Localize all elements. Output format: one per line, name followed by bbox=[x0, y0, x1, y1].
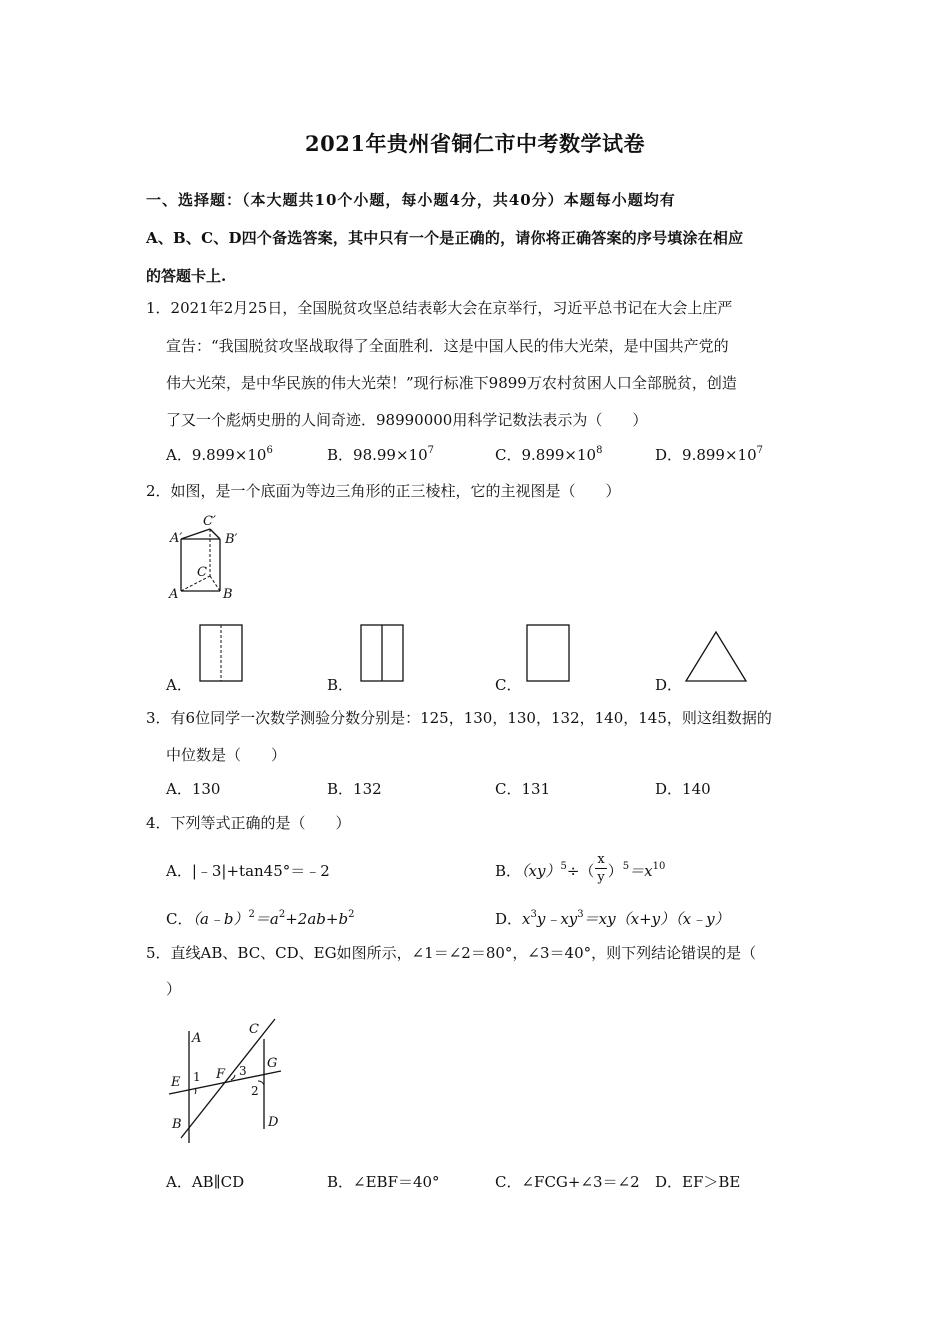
label-b: B bbox=[172, 1117, 182, 1132]
label-angle-3: 3 bbox=[239, 1064, 247, 1078]
q1-line3: 伟大光荣，是中华民族的伟大光荣！”现行标准下9899万农村贫困人口全部脱贫，创造 bbox=[166, 374, 737, 392]
label-a-prime: A′ bbox=[170, 531, 183, 546]
fraction-denominator: y bbox=[597, 870, 605, 885]
option-exponent: 7 bbox=[427, 445, 435, 456]
section-instructions-line1: 一、选择题：（本大题共10个小题，每小题4分，共40分）本题每小题均有 bbox=[146, 191, 676, 209]
expr-part: （a﹣b） bbox=[192, 910, 249, 928]
expr-part: ＝xy（x+y）（x﹣y） bbox=[583, 910, 730, 928]
section-instructions-line3: 的答题卡上. bbox=[146, 267, 227, 285]
label-c: C bbox=[249, 1022, 259, 1037]
q2-option-c-label[interactable]: C． bbox=[495, 676, 522, 694]
option-label: D． bbox=[495, 910, 523, 928]
exponent: 2 bbox=[278, 909, 286, 920]
label-c-prime: C′ bbox=[203, 514, 216, 529]
option-label: B． bbox=[495, 862, 522, 880]
label-g: G bbox=[267, 1056, 278, 1071]
q2-option-a-figure[interactable] bbox=[199, 624, 244, 684]
q1-option-d[interactable] bbox=[655, 444, 763, 465]
option-label: C． bbox=[166, 910, 193, 928]
label-a: A bbox=[169, 587, 179, 602]
option-base: 98.99×10 bbox=[353, 446, 428, 464]
expr-part: （xy） bbox=[521, 862, 561, 880]
q4-option-c[interactable] bbox=[166, 908, 354, 929]
option-exponent: 6 bbox=[266, 445, 273, 456]
label-c: C bbox=[197, 565, 207, 580]
option-exponent: 8 bbox=[596, 445, 603, 456]
option-base: 9.899×10 bbox=[521, 446, 597, 464]
label-angle-2: 2 bbox=[251, 1084, 259, 1098]
q3-option-a[interactable]: A．130 bbox=[166, 780, 221, 798]
exponent: 2 bbox=[348, 909, 355, 920]
q5-line1: 5．直线AB、BC、CD、EG如图所示，∠1＝∠2＝80°，∠3＝40°，则下列结论错误的是（ bbox=[146, 944, 757, 962]
expr-part: ÷（ bbox=[566, 862, 595, 880]
exponent: 5 bbox=[560, 861, 567, 872]
exponent: 3 bbox=[530, 909, 537, 920]
expr-part: y﹣xy bbox=[536, 910, 578, 928]
option-exponent: 7 bbox=[756, 445, 764, 456]
exponent: 3 bbox=[577, 909, 584, 920]
q2-option-a-label[interactable]: A． bbox=[166, 676, 192, 694]
q3-option-c[interactable]: C．131 bbox=[495, 780, 551, 798]
q5-line2: ） bbox=[166, 980, 182, 998]
label-b: B bbox=[223, 587, 233, 602]
q1-line4: 了又一个彪炳史册的人间奇迹．98990000用科学记数法表示为（ ） bbox=[166, 411, 648, 429]
q3-line2: 中位数是（ ） bbox=[166, 746, 287, 764]
expr-part: x bbox=[522, 910, 531, 928]
label-f: F bbox=[216, 1067, 226, 1082]
label-d: D bbox=[268, 1115, 279, 1130]
q2-text: 2．如图，是一个底面为等边三角形的正三棱柱，它的主视图是（ ） bbox=[146, 482, 621, 500]
page-title: 2021年贵州省铜仁市中考数学试卷 bbox=[305, 131, 645, 156]
q4-text: 4．下列等式正确的是（ ） bbox=[146, 814, 351, 832]
exponent: 5 bbox=[622, 861, 630, 872]
q1-line1: 1．2021年2月25日，全国脱贫攻坚总结表彰大会在京举行，习近平总书记在大会上庄严 bbox=[146, 299, 733, 317]
q5-option-d[interactable]: D．EF＞BE bbox=[655, 1173, 741, 1191]
q5-option-a[interactable]: A．AB∥CD bbox=[166, 1173, 245, 1191]
option-label: D． bbox=[655, 446, 683, 464]
q1-option-b[interactable] bbox=[327, 444, 434, 465]
q5-option-b[interactable]: B．∠EBF＝40° bbox=[327, 1173, 440, 1191]
q2-option-d-label[interactable]: D． bbox=[655, 676, 683, 694]
option-label: C． bbox=[495, 446, 522, 464]
q2-option-c-figure[interactable] bbox=[526, 624, 571, 684]
option-label: B． bbox=[327, 446, 354, 464]
expr-part: +2ab+b bbox=[285, 910, 349, 928]
label-angle-1: 1 bbox=[193, 1070, 201, 1084]
q2-option-d-figure[interactable] bbox=[684, 630, 748, 684]
expr-part: ＝x bbox=[629, 862, 653, 880]
q4-option-d[interactable] bbox=[495, 908, 730, 929]
fraction bbox=[595, 851, 606, 886]
prism-figure bbox=[165, 512, 255, 604]
label-e: E bbox=[171, 1075, 181, 1090]
q3-option-d[interactable]: D．140 bbox=[655, 780, 711, 798]
q4-option-a[interactable]: A．|﹣3|+tan45°＝﹣2 bbox=[166, 862, 330, 880]
q1-option-c[interactable] bbox=[495, 444, 602, 465]
q5-option-c[interactable]: C．∠FCG+∠3＝∠2 bbox=[495, 1173, 640, 1191]
q3-line1: 3．有6位同学一次数学测验分数分别是：125，130，130，132，140，145，则这组数据的 bbox=[146, 709, 772, 727]
section-instructions-line2: A、B、C、D四个备选答案，其中只有一个是正确的，请你将正确答案的序号填涂在相应 bbox=[146, 229, 744, 247]
exponent: 2 bbox=[248, 909, 255, 920]
q4-option-b[interactable] bbox=[495, 851, 665, 891]
option-base: 9.899×10 bbox=[191, 446, 267, 464]
q2-option-b-figure[interactable] bbox=[360, 624, 405, 684]
q1-line2: 宣告：“我国脱贫攻坚战取得了全面胜利．这是中国人民的伟大光荣，是中国共产党的 bbox=[166, 337, 729, 355]
fraction-numerator: x bbox=[597, 852, 605, 867]
label-a: A bbox=[192, 1031, 202, 1046]
option-base: 9.899×10 bbox=[682, 446, 757, 464]
option-label: A． bbox=[166, 446, 192, 464]
q1-option-a[interactable] bbox=[166, 444, 273, 465]
lines-figure bbox=[165, 1015, 290, 1145]
exponent: 10 bbox=[652, 861, 666, 872]
q2-option-b-label[interactable]: B． bbox=[327, 676, 354, 694]
expr-part: ＝a bbox=[254, 910, 279, 928]
label-b-prime: B′ bbox=[225, 532, 238, 547]
expr-part: ） bbox=[607, 862, 623, 880]
q3-option-b[interactable]: B．132 bbox=[327, 780, 382, 798]
